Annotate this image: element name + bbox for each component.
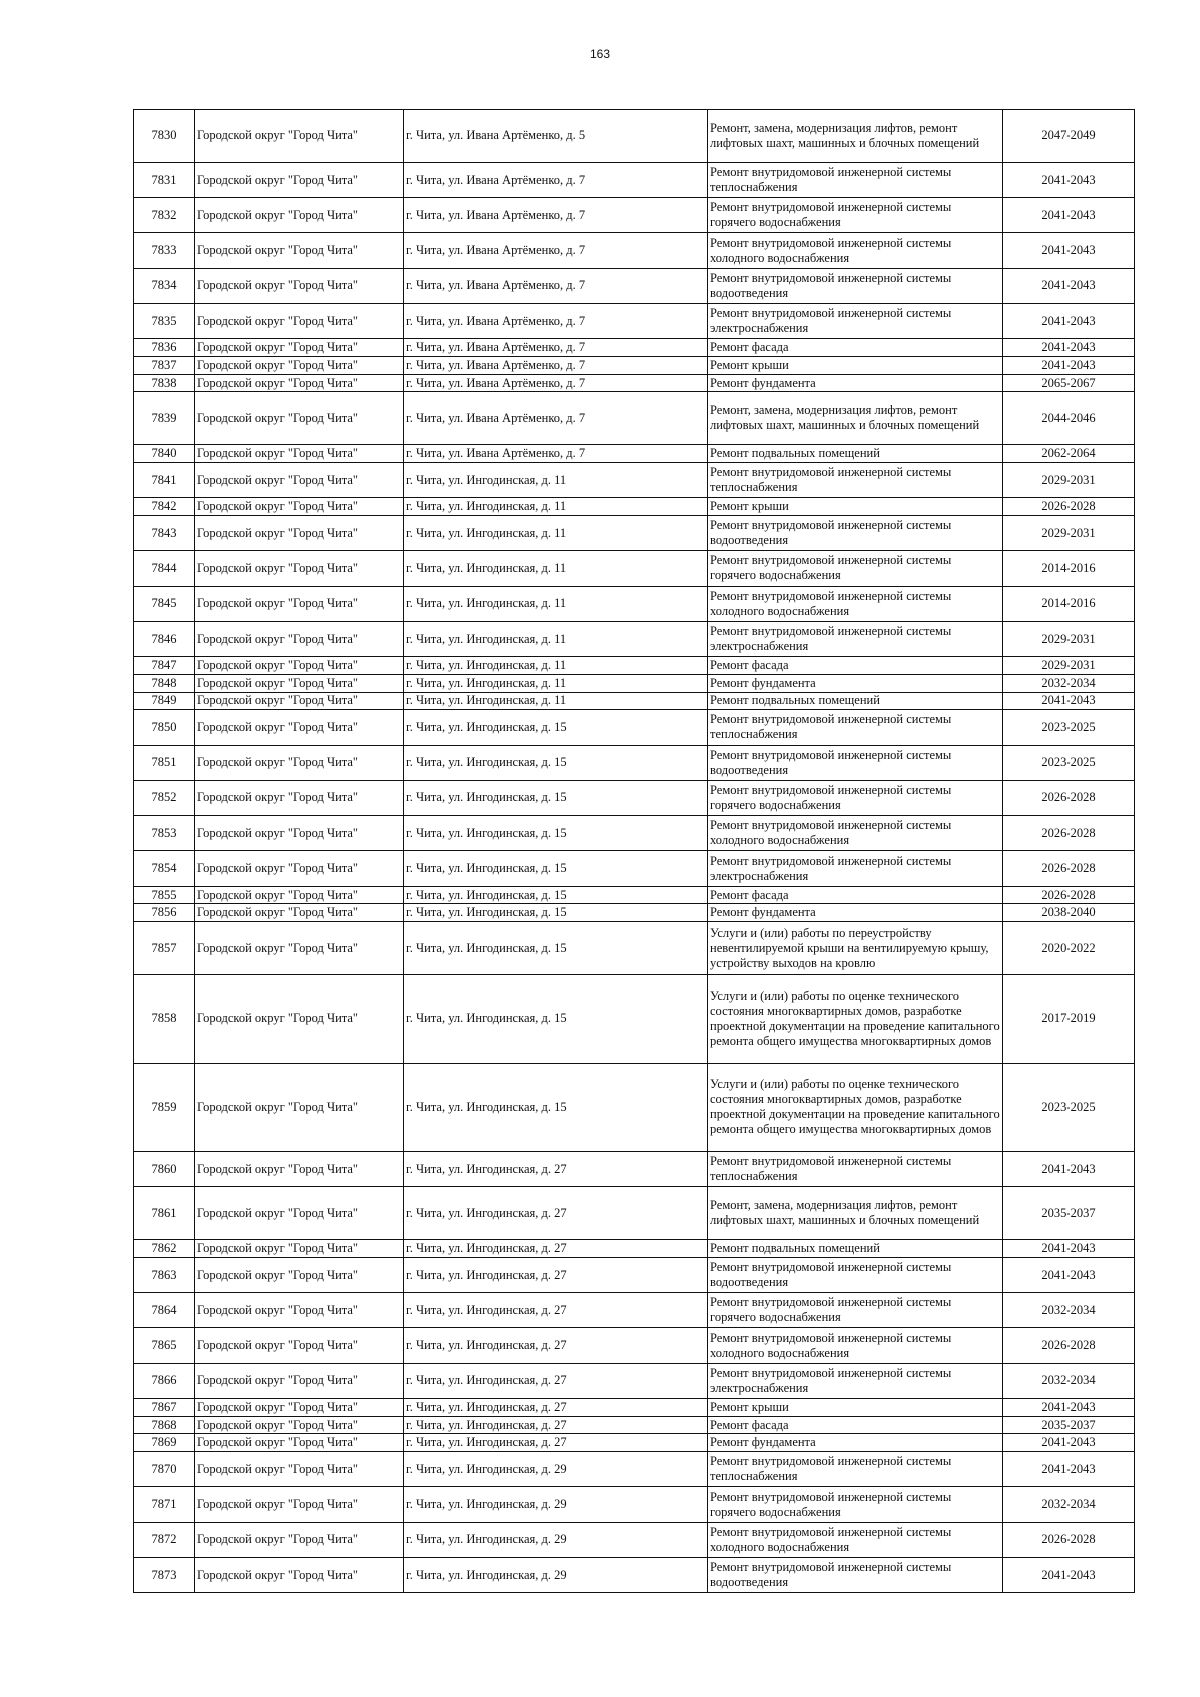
- row-address: г. Чита, ул. Ингодинская, д. 27: [404, 1399, 708, 1417]
- row-period: 2014-2016: [1003, 586, 1135, 621]
- row-period: 2029-2031: [1003, 463, 1135, 498]
- row-municipality: Городской округ "Город Чита": [195, 1187, 404, 1240]
- row-work-type: Ремонт внутридомовой инженерной системы горячего водоснабжения: [708, 1293, 1003, 1328]
- row-period: 2032-2034: [1003, 1293, 1135, 1328]
- row-period: 2041-2043: [1003, 268, 1135, 303]
- row-number: 7840: [134, 445, 195, 463]
- row-period: 2041-2043: [1003, 1434, 1135, 1452]
- table-row: [134, 162, 1135, 197]
- row-work-type: Ремонт, замена, модернизация лифтов, ремонт лифтовых шахт, машинных и блочных помещений: [708, 392, 1003, 445]
- row-municipality: Городской округ "Город Чита": [195, 198, 404, 233]
- row-number: 7838: [134, 374, 195, 392]
- row-address: г. Чита, ул. Ингодинская, д. 27: [404, 1187, 708, 1240]
- row-address: г. Чита, ул. Ингодинская, д. 29: [404, 1487, 708, 1522]
- row-work-type: Услуги и (или) работы по оценке технического состояния многоквартирных домов, разработке проектной документации на проведение капитального ремонта общего имущества многоквартирных домов: [708, 975, 1003, 1063]
- table-row: [134, 975, 1135, 1063]
- row-address: г. Чита, ул. Ивана Артёменко, д. 7: [404, 445, 708, 463]
- row-work-type: Ремонт внутридомовой инженерной системы теплоснабжения: [708, 162, 1003, 197]
- row-address: г. Чита, ул. Ингодинская, д. 11: [404, 621, 708, 656]
- row-work-type: Ремонт внутридомовой инженерной системы водоотведения: [708, 268, 1003, 303]
- row-municipality: Городской округ "Город Чита": [195, 1416, 404, 1434]
- row-number: 7846: [134, 621, 195, 656]
- table-row: [134, 657, 1135, 675]
- row-period: 2038-2040: [1003, 904, 1135, 922]
- row-address: г. Чита, ул. Ивана Артёменко, д. 7: [404, 268, 708, 303]
- row-number: 7847: [134, 657, 195, 675]
- row-municipality: Городской округ "Город Чита": [195, 621, 404, 656]
- row-number: 7851: [134, 745, 195, 780]
- row-address: г. Чита, ул. Ивана Артёменко, д. 7: [404, 304, 708, 339]
- row-period: 2035-2037: [1003, 1416, 1135, 1434]
- row-municipality: Городской округ "Город Чита": [195, 1151, 404, 1186]
- row-number: 7853: [134, 816, 195, 851]
- table-row: [134, 1522, 1135, 1557]
- table-row: [134, 463, 1135, 498]
- row-address: г. Чита, ул. Ингодинская, д. 27: [404, 1151, 708, 1186]
- row-municipality: Городской округ "Город Чита": [195, 674, 404, 692]
- row-address: г. Чита, ул. Ингодинская, д. 27: [404, 1328, 708, 1363]
- row-period: 2041-2043: [1003, 1257, 1135, 1292]
- row-number: 7867: [134, 1399, 195, 1417]
- table-row: [134, 1416, 1135, 1434]
- table-row: [134, 745, 1135, 780]
- table-row: [134, 392, 1135, 445]
- row-address: г. Чита, ул. Ингодинская, д. 15: [404, 1063, 708, 1151]
- row-work-type: Ремонт внутридомовой инженерной системы теплоснабжения: [708, 1151, 1003, 1186]
- row-period: 2041-2043: [1003, 233, 1135, 268]
- row-municipality: Городской округ "Город Чита": [195, 1522, 404, 1557]
- row-address: г. Чита, ул. Ингодинская, д. 15: [404, 922, 708, 975]
- table-row: [134, 1452, 1135, 1487]
- table-row: [134, 816, 1135, 851]
- row-municipality: Городской округ "Город Чита": [195, 1257, 404, 1292]
- table-row: [134, 586, 1135, 621]
- row-address: г. Чита, ул. Ингодинская, д. 11: [404, 498, 708, 516]
- row-municipality: Городской округ "Город Чита": [195, 851, 404, 886]
- row-municipality: Городской округ "Город Чита": [195, 1452, 404, 1487]
- table-row: [134, 1187, 1135, 1240]
- row-number: 7857: [134, 922, 195, 975]
- row-work-type: Услуги и (или) работы по переустройству невентилируемой крыши на вентилируемую крышу, устройству выходов на кровлю: [708, 922, 1003, 975]
- table-row: [134, 1151, 1135, 1186]
- row-period: 2026-2028: [1003, 1522, 1135, 1557]
- row-municipality: Городской округ "Город Чита": [195, 1434, 404, 1452]
- row-work-type: Ремонт внутридомовой инженерной системы холодного водоснабжения: [708, 1328, 1003, 1363]
- row-number: 7863: [134, 1257, 195, 1292]
- row-number: 7871: [134, 1487, 195, 1522]
- row-municipality: Городской округ "Город Чита": [195, 816, 404, 851]
- row-number: 7858: [134, 975, 195, 1063]
- row-work-type: Ремонт фундамента: [708, 374, 1003, 392]
- row-period: 2023-2025: [1003, 1063, 1135, 1151]
- row-period: 2041-2043: [1003, 162, 1135, 197]
- row-number: 7835: [134, 304, 195, 339]
- row-number: 7843: [134, 516, 195, 551]
- repair-schedule-table: [133, 109, 1135, 1593]
- row-work-type: Ремонт внутридомовой инженерной системы горячего водоснабжения: [708, 198, 1003, 233]
- table-row: [134, 1257, 1135, 1292]
- table-row: [134, 233, 1135, 268]
- row-municipality: Городской округ "Город Чита": [195, 374, 404, 392]
- row-municipality: Городской округ "Город Чита": [195, 463, 404, 498]
- row-period: 2041-2043: [1003, 1399, 1135, 1417]
- table-row: [134, 1558, 1135, 1593]
- row-work-type: Ремонт фасада: [708, 886, 1003, 904]
- row-municipality: Городской округ "Город Чита": [195, 1293, 404, 1328]
- row-number: 7848: [134, 674, 195, 692]
- row-municipality: Городской округ "Город Чита": [195, 657, 404, 675]
- row-address: г. Чита, ул. Ивана Артёменко, д. 7: [404, 339, 708, 357]
- row-number: 7866: [134, 1363, 195, 1398]
- row-address: г. Чита, ул. Ингодинская, д. 11: [404, 516, 708, 551]
- row-municipality: Городской округ "Город Чита": [195, 1363, 404, 1398]
- row-period: 2041-2043: [1003, 304, 1135, 339]
- row-work-type: Ремонт внутридомовой инженерной системы горячего водоснабжения: [708, 551, 1003, 586]
- row-number: 7873: [134, 1558, 195, 1593]
- row-work-type: Ремонт внутридомовой инженерной системы электроснабжения: [708, 1363, 1003, 1398]
- row-municipality: Городской округ "Город Чита": [195, 975, 404, 1063]
- table-row: [134, 922, 1135, 975]
- row-work-type: Ремонт крыши: [708, 357, 1003, 375]
- row-work-type: Ремонт, замена, модернизация лифтов, ремонт лифтовых шахт, машинных и блочных помещений: [708, 110, 1003, 163]
- row-period: 2047-2049: [1003, 110, 1135, 163]
- row-number: 7861: [134, 1187, 195, 1240]
- row-work-type: Ремонт внутридомовой инженерной системы горячего водоснабжения: [708, 1487, 1003, 1522]
- row-address: г. Чита, ул. Ивана Артёменко, д. 5: [404, 110, 708, 163]
- table-row: [134, 304, 1135, 339]
- row-municipality: Городской округ "Город Чита": [195, 1487, 404, 1522]
- row-work-type: Ремонт фундамента: [708, 1434, 1003, 1452]
- row-number: 7831: [134, 162, 195, 197]
- row-municipality: Городской округ "Город Чита": [195, 392, 404, 445]
- row-work-type: Ремонт фундамента: [708, 904, 1003, 922]
- row-address: г. Чита, ул. Ингодинская, д. 27: [404, 1293, 708, 1328]
- row-municipality: Городской округ "Город Чита": [195, 904, 404, 922]
- row-address: г. Чита, ул. Ингодинская, д. 15: [404, 816, 708, 851]
- row-number: 7856: [134, 904, 195, 922]
- table-row: [134, 268, 1135, 303]
- row-period: 2014-2016: [1003, 551, 1135, 586]
- row-address: г. Чита, ул. Ивана Артёменко, д. 7: [404, 162, 708, 197]
- row-municipality: Городской округ "Город Чита": [195, 710, 404, 745]
- row-number: 7852: [134, 780, 195, 815]
- row-period: 2041-2043: [1003, 198, 1135, 233]
- row-period: 2041-2043: [1003, 357, 1135, 375]
- table-row: [134, 445, 1135, 463]
- row-period: 2041-2043: [1003, 1151, 1135, 1186]
- row-period: 2041-2043: [1003, 1240, 1135, 1258]
- row-number: 7845: [134, 586, 195, 621]
- row-municipality: Городской округ "Город Чита": [195, 498, 404, 516]
- row-municipality: Городской округ "Город Чита": [195, 886, 404, 904]
- row-work-type: Ремонт внутридомовой инженерной системы теплоснабжения: [708, 1452, 1003, 1487]
- row-number: 7834: [134, 268, 195, 303]
- row-municipality: Городской округ "Город Чита": [195, 745, 404, 780]
- row-municipality: Городской округ "Город Чита": [195, 1328, 404, 1363]
- row-number: 7855: [134, 886, 195, 904]
- row-work-type: Ремонт фасада: [708, 339, 1003, 357]
- row-address: г. Чита, ул. Ингодинская, д. 15: [404, 745, 708, 780]
- row-municipality: Городской округ "Город Чита": [195, 780, 404, 815]
- row-address: г. Чита, ул. Ингодинская, д. 11: [404, 463, 708, 498]
- table-row: [134, 1293, 1135, 1328]
- row-period: 2026-2028: [1003, 886, 1135, 904]
- row-number: 7833: [134, 233, 195, 268]
- row-work-type: Ремонт подвальных помещений: [708, 1240, 1003, 1258]
- table-row: [134, 1487, 1135, 1522]
- row-address: г. Чита, ул. Ингодинская, д. 11: [404, 692, 708, 710]
- row-period: 2026-2028: [1003, 498, 1135, 516]
- row-number: 7859: [134, 1063, 195, 1151]
- row-municipality: Городской округ "Город Чита": [195, 692, 404, 710]
- row-work-type: Ремонт фасада: [708, 1416, 1003, 1434]
- row-work-type: Ремонт внутридомовой инженерной системы теплоснабжения: [708, 710, 1003, 745]
- row-number: 7854: [134, 851, 195, 886]
- row-work-type: Ремонт внутридомовой инженерной системы водоотведения: [708, 1257, 1003, 1292]
- table-row: [134, 1434, 1135, 1452]
- row-municipality: Городской округ "Город Чита": [195, 1558, 404, 1593]
- row-address: г. Чита, ул. Ингодинская, д. 11: [404, 586, 708, 621]
- table-row: [134, 692, 1135, 710]
- row-address: г. Чита, ул. Ивана Артёменко, д. 7: [404, 198, 708, 233]
- row-number: 7830: [134, 110, 195, 163]
- row-work-type: Ремонт внутридомовой инженерной системы холодного водоснабжения: [708, 233, 1003, 268]
- table-row: [134, 498, 1135, 516]
- table-row: [134, 1363, 1135, 1398]
- row-number: 7870: [134, 1452, 195, 1487]
- row-period: 2023-2025: [1003, 710, 1135, 745]
- row-work-type: Ремонт подвальных помещений: [708, 692, 1003, 710]
- row-work-type: Ремонт крыши: [708, 1399, 1003, 1417]
- row-number: 7860: [134, 1151, 195, 1186]
- row-address: г. Чита, ул. Ивана Артёменко, д. 7: [404, 357, 708, 375]
- row-address: г. Чита, ул. Ингодинская, д. 29: [404, 1522, 708, 1557]
- row-address: г. Чита, ул. Ивана Артёменко, д. 7: [404, 392, 708, 445]
- row-number: 7844: [134, 551, 195, 586]
- row-address: г. Чита, ул. Ингодинская, д. 15: [404, 975, 708, 1063]
- row-municipality: Городской округ "Город Чита": [195, 339, 404, 357]
- row-period: 2062-2064: [1003, 445, 1135, 463]
- row-period: 2026-2028: [1003, 1328, 1135, 1363]
- row-work-type: Ремонт внутридомовой инженерной системы электроснабжения: [708, 851, 1003, 886]
- row-period: 2065-2067: [1003, 374, 1135, 392]
- table-row: [134, 1399, 1135, 1417]
- row-number: 7868: [134, 1416, 195, 1434]
- row-work-type: Услуги и (или) работы по оценке технического состояния многоквартирных домов, разработке проектной документации на проведение капитального ремонта общего имущества многоквартирных домов: [708, 1063, 1003, 1151]
- row-period: 2026-2028: [1003, 851, 1135, 886]
- row-number: 7862: [134, 1240, 195, 1258]
- row-period: 2029-2031: [1003, 657, 1135, 675]
- row-work-type: Ремонт подвальных помещений: [708, 445, 1003, 463]
- table-row: [134, 851, 1135, 886]
- row-municipality: Городской округ "Город Чита": [195, 162, 404, 197]
- row-period: 2032-2034: [1003, 1487, 1135, 1522]
- row-number: 7865: [134, 1328, 195, 1363]
- row-work-type: Ремонт фундамента: [708, 674, 1003, 692]
- table-row: [134, 886, 1135, 904]
- table-row: [134, 339, 1135, 357]
- row-municipality: Городской округ "Город Чита": [195, 516, 404, 551]
- row-number: 7839: [134, 392, 195, 445]
- row-period: 2017-2019: [1003, 975, 1135, 1063]
- row-number: 7832: [134, 198, 195, 233]
- row-work-type: Ремонт внутридомовой инженерной системы водоотведения: [708, 516, 1003, 551]
- row-municipality: Городской округ "Город Чита": [195, 586, 404, 621]
- row-number: 7842: [134, 498, 195, 516]
- row-period: 2020-2022: [1003, 922, 1135, 975]
- table-row: [134, 674, 1135, 692]
- row-address: г. Чита, ул. Ингодинская, д. 27: [404, 1240, 708, 1258]
- row-work-type: Ремонт, замена, модернизация лифтов, ремонт лифтовых шахт, машинных и блочных помещений: [708, 1187, 1003, 1240]
- row-period: 2032-2034: [1003, 674, 1135, 692]
- row-period: 2032-2034: [1003, 1363, 1135, 1398]
- row-period: 2026-2028: [1003, 816, 1135, 851]
- row-address: г. Чита, ул. Ингодинская, д. 29: [404, 1558, 708, 1593]
- row-address: г. Чита, ул. Ингодинская, д. 15: [404, 904, 708, 922]
- row-address: г. Чита, ул. Ингодинская, д. 27: [404, 1363, 708, 1398]
- row-number: 7869: [134, 1434, 195, 1452]
- table-body: [134, 110, 1135, 1593]
- table-row: [134, 374, 1135, 392]
- row-work-type: Ремонт внутридомовой инженерной системы электроснабжения: [708, 621, 1003, 656]
- row-period: 2041-2043: [1003, 1452, 1135, 1487]
- table-row: [134, 1063, 1135, 1151]
- row-address: г. Чита, ул. Ингодинская, д. 11: [404, 657, 708, 675]
- row-work-type: Ремонт фасада: [708, 657, 1003, 675]
- table-row: [134, 1240, 1135, 1258]
- row-number: 7837: [134, 357, 195, 375]
- row-period: 2023-2025: [1003, 745, 1135, 780]
- row-address: г. Чита, ул. Ингодинская, д. 15: [404, 710, 708, 745]
- row-work-type: Ремонт внутридомовой инженерной системы водоотведения: [708, 1558, 1003, 1593]
- row-period: 2035-2037: [1003, 1187, 1135, 1240]
- row-municipality: Городской округ "Город Чита": [195, 233, 404, 268]
- table-row: [134, 904, 1135, 922]
- row-work-type: Ремонт крыши: [708, 498, 1003, 516]
- row-period: 2029-2031: [1003, 621, 1135, 656]
- row-municipality: Городской округ "Город Чита": [195, 1240, 404, 1258]
- row-municipality: Городской округ "Город Чита": [195, 304, 404, 339]
- row-number: 7864: [134, 1293, 195, 1328]
- table-row: [134, 551, 1135, 586]
- table-row: [134, 621, 1135, 656]
- table-row: [134, 710, 1135, 745]
- row-number: 7849: [134, 692, 195, 710]
- row-address: г. Чита, ул. Ингодинская, д. 15: [404, 780, 708, 815]
- table-row: [134, 198, 1135, 233]
- row-municipality: Городской округ "Город Чита": [195, 110, 404, 163]
- row-number: 7841: [134, 463, 195, 498]
- row-address: г. Чита, ул. Ивана Артёменко, д. 7: [404, 233, 708, 268]
- row-municipality: Городской округ "Город Чита": [195, 445, 404, 463]
- table-row: [134, 1328, 1135, 1363]
- row-address: г. Чита, ул. Ингодинская, д. 15: [404, 851, 708, 886]
- row-municipality: Городской округ "Город Чита": [195, 1399, 404, 1417]
- table-row: [134, 780, 1135, 815]
- row-municipality: Городской округ "Город Чита": [195, 268, 404, 303]
- row-number: 7872: [134, 1522, 195, 1557]
- row-number: 7850: [134, 710, 195, 745]
- row-period: 2041-2043: [1003, 339, 1135, 357]
- row-address: г. Чита, ул. Ингодинская, д. 27: [404, 1416, 708, 1434]
- row-period: 2029-2031: [1003, 516, 1135, 551]
- row-address: г. Чита, ул. Ингодинская, д. 11: [404, 551, 708, 586]
- row-address: г. Чита, ул. Ингодинская, д. 27: [404, 1434, 708, 1452]
- row-address: г. Чита, ул. Ингодинская, д. 15: [404, 886, 708, 904]
- row-work-type: Ремонт внутридомовой инженерной системы холодного водоснабжения: [708, 586, 1003, 621]
- row-period: 2026-2028: [1003, 780, 1135, 815]
- row-municipality: Городской округ "Город Чита": [195, 922, 404, 975]
- row-work-type: Ремонт внутридомовой инженерной системы водоотведения: [708, 745, 1003, 780]
- row-address: г. Чита, ул. Ингодинская, д. 29: [404, 1452, 708, 1487]
- table-row: [134, 357, 1135, 375]
- row-work-type: Ремонт внутридомовой инженерной системы холодного водоснабжения: [708, 1522, 1003, 1557]
- row-municipality: Городской округ "Город Чита": [195, 551, 404, 586]
- table-row: [134, 516, 1135, 551]
- row-period: 2044-2046: [1003, 392, 1135, 445]
- row-address: г. Чита, ул. Ингодинская, д. 11: [404, 674, 708, 692]
- row-work-type: Ремонт внутридомовой инженерной системы теплоснабжения: [708, 463, 1003, 498]
- row-address: г. Чита, ул. Ингодинская, д. 27: [404, 1257, 708, 1292]
- row-period: 2041-2043: [1003, 1558, 1135, 1593]
- row-number: 7836: [134, 339, 195, 357]
- row-work-type: Ремонт внутридомовой инженерной системы холодного водоснабжения: [708, 816, 1003, 851]
- page-number: 163: [589, 47, 611, 61]
- table-row: [134, 110, 1135, 163]
- row-address: г. Чита, ул. Ивана Артёменко, д. 7: [404, 374, 708, 392]
- row-period: 2041-2043: [1003, 692, 1135, 710]
- row-municipality: Городской округ "Город Чита": [195, 1063, 404, 1151]
- row-work-type: Ремонт внутридомовой инженерной системы электроснабжения: [708, 304, 1003, 339]
- row-work-type: Ремонт внутридомовой инженерной системы горячего водоснабжения: [708, 780, 1003, 815]
- row-municipality: Городской округ "Город Чита": [195, 357, 404, 375]
